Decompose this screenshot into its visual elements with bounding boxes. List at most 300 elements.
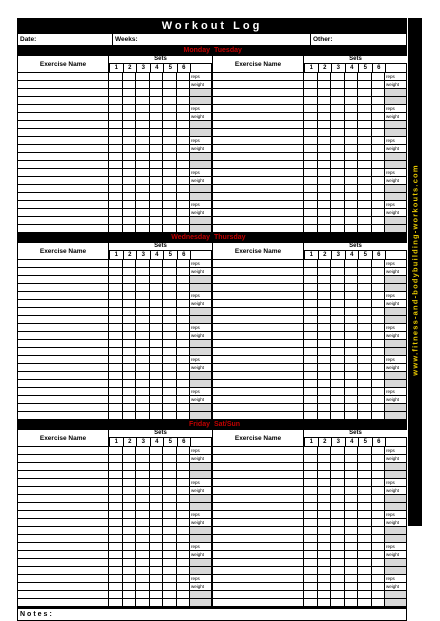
set-cell[interactable] bbox=[304, 145, 318, 152]
set-cell[interactable] bbox=[304, 447, 318, 454]
set-cell[interactable] bbox=[109, 276, 123, 283]
exercise-name-cell[interactable] bbox=[212, 543, 304, 550]
set-cell[interactable] bbox=[136, 348, 150, 355]
exercise-name-cell[interactable] bbox=[17, 447, 109, 454]
set-cell[interactable] bbox=[331, 268, 345, 275]
set-cell[interactable] bbox=[177, 73, 191, 80]
set-cell[interactable] bbox=[136, 193, 150, 200]
set-cell[interactable] bbox=[150, 308, 164, 315]
set-cell[interactable] bbox=[150, 511, 164, 518]
set-cell[interactable] bbox=[318, 599, 332, 606]
set-cell[interactable] bbox=[150, 479, 164, 486]
set-cell[interactable] bbox=[345, 81, 359, 88]
set-cell[interactable] bbox=[177, 583, 191, 590]
exercise-name-cell[interactable] bbox=[17, 511, 109, 518]
weeks-field[interactable]: Weeks: bbox=[113, 34, 311, 45]
set-cell[interactable] bbox=[109, 268, 123, 275]
exercise-name-cell[interactable] bbox=[212, 455, 304, 462]
exercise-name-cell[interactable] bbox=[212, 129, 304, 136]
set-cell[interactable] bbox=[331, 599, 345, 606]
exercise-name-cell[interactable] bbox=[17, 567, 109, 574]
set-cell[interactable] bbox=[304, 316, 318, 323]
set-cell[interactable] bbox=[304, 73, 318, 80]
set-cell[interactable] bbox=[372, 519, 386, 526]
set-cell[interactable] bbox=[177, 153, 191, 160]
set-cell[interactable] bbox=[331, 455, 345, 462]
set-cell[interactable] bbox=[177, 300, 191, 307]
set-cell[interactable] bbox=[304, 487, 318, 494]
set-cell[interactable] bbox=[136, 105, 150, 112]
set-cell[interactable] bbox=[136, 332, 150, 339]
exercise-name-cell[interactable] bbox=[17, 388, 109, 395]
set-cell[interactable] bbox=[150, 372, 164, 379]
set-cell[interactable] bbox=[331, 113, 345, 120]
set-cell[interactable] bbox=[150, 129, 164, 136]
exercise-name-cell[interactable] bbox=[17, 559, 109, 566]
set-cell[interactable] bbox=[109, 284, 123, 291]
set-cell[interactable] bbox=[304, 599, 318, 606]
set-cell[interactable] bbox=[358, 356, 372, 363]
set-cell[interactable] bbox=[372, 300, 386, 307]
exercise-name-cell[interactable] bbox=[17, 169, 109, 176]
set-cell[interactable] bbox=[150, 324, 164, 331]
set-cell[interactable] bbox=[136, 503, 150, 510]
set-cell[interactable] bbox=[345, 575, 359, 582]
set-cell[interactable] bbox=[331, 145, 345, 152]
set-cell[interactable] bbox=[358, 455, 372, 462]
set-cell[interactable] bbox=[177, 519, 191, 526]
set-cell[interactable] bbox=[345, 535, 359, 542]
set-cell[interactable] bbox=[163, 129, 177, 136]
set-cell[interactable] bbox=[318, 447, 332, 454]
set-cell[interactable] bbox=[318, 316, 332, 323]
set-cell[interactable] bbox=[163, 599, 177, 606]
set-cell[interactable] bbox=[177, 455, 191, 462]
set-cell[interactable] bbox=[123, 129, 137, 136]
set-cell[interactable] bbox=[163, 551, 177, 558]
set-cell[interactable] bbox=[318, 177, 332, 184]
set-cell[interactable] bbox=[109, 225, 123, 232]
set-cell[interactable] bbox=[304, 535, 318, 542]
set-cell[interactable] bbox=[304, 551, 318, 558]
exercise-name-cell[interactable] bbox=[17, 153, 109, 160]
set-cell[interactable] bbox=[123, 511, 137, 518]
set-cell[interactable] bbox=[150, 177, 164, 184]
set-cell[interactable] bbox=[136, 340, 150, 347]
set-cell[interactable] bbox=[318, 332, 332, 339]
set-cell[interactable] bbox=[109, 527, 123, 534]
set-cell[interactable] bbox=[372, 201, 386, 208]
set-cell[interactable] bbox=[304, 308, 318, 315]
set-cell[interactable] bbox=[358, 503, 372, 510]
exercise-name-cell[interactable] bbox=[17, 551, 109, 558]
other-field[interactable]: Other: bbox=[313, 36, 333, 43]
set-cell[interactable] bbox=[177, 97, 191, 104]
set-cell[interactable] bbox=[163, 89, 177, 96]
set-cell[interactable] bbox=[345, 292, 359, 299]
set-cell[interactable] bbox=[136, 364, 150, 371]
set-cell[interactable] bbox=[163, 583, 177, 590]
set-cell[interactable] bbox=[177, 161, 191, 168]
exercise-name-cell[interactable] bbox=[212, 161, 304, 168]
set-cell[interactable] bbox=[304, 209, 318, 216]
set-cell[interactable] bbox=[345, 559, 359, 566]
set-cell[interactable] bbox=[318, 495, 332, 502]
set-cell[interactable] bbox=[136, 559, 150, 566]
set-cell[interactable] bbox=[318, 105, 332, 112]
set-cell[interactable] bbox=[150, 455, 164, 462]
set-cell[interactable] bbox=[304, 284, 318, 291]
set-cell[interactable] bbox=[372, 193, 386, 200]
set-cell[interactable] bbox=[345, 169, 359, 176]
set-cell[interactable] bbox=[123, 487, 137, 494]
set-cell[interactable] bbox=[345, 193, 359, 200]
set-cell[interactable] bbox=[304, 225, 318, 232]
set-cell[interactable] bbox=[123, 225, 137, 232]
set-cell[interactable] bbox=[304, 113, 318, 120]
set-cell[interactable] bbox=[318, 161, 332, 168]
set-cell[interactable] bbox=[163, 388, 177, 395]
set-cell[interactable] bbox=[304, 332, 318, 339]
set-cell[interactable] bbox=[345, 471, 359, 478]
set-cell[interactable] bbox=[123, 268, 137, 275]
set-cell[interactable] bbox=[345, 137, 359, 144]
set-cell[interactable] bbox=[304, 193, 318, 200]
set-cell[interactable] bbox=[345, 412, 359, 419]
exercise-name-cell[interactable] bbox=[17, 396, 109, 403]
exercise-name-cell[interactable] bbox=[212, 308, 304, 315]
set-cell[interactable] bbox=[372, 356, 386, 363]
set-cell[interactable] bbox=[163, 225, 177, 232]
set-cell[interactable] bbox=[358, 380, 372, 387]
notes-field[interactable]: Notes: bbox=[17, 607, 407, 621]
set-cell[interactable] bbox=[331, 364, 345, 371]
set-cell[interactable] bbox=[304, 583, 318, 590]
set-cell[interactable] bbox=[304, 161, 318, 168]
set-cell[interactable] bbox=[163, 364, 177, 371]
set-cell[interactable] bbox=[136, 495, 150, 502]
set-cell[interactable] bbox=[358, 268, 372, 275]
exercise-name-cell[interactable] bbox=[212, 519, 304, 526]
set-cell[interactable] bbox=[150, 260, 164, 267]
set-cell[interactable] bbox=[177, 495, 191, 502]
exercise-name-cell[interactable] bbox=[17, 519, 109, 526]
set-cell[interactable] bbox=[358, 447, 372, 454]
set-cell[interactable] bbox=[318, 121, 332, 128]
set-cell[interactable] bbox=[109, 332, 123, 339]
set-cell[interactable] bbox=[163, 495, 177, 502]
set-cell[interactable] bbox=[109, 567, 123, 574]
set-cell[interactable] bbox=[331, 89, 345, 96]
set-cell[interactable] bbox=[331, 356, 345, 363]
set-cell[interactable] bbox=[345, 113, 359, 120]
exercise-name-cell[interactable] bbox=[212, 324, 304, 331]
set-cell[interactable] bbox=[318, 372, 332, 379]
set-cell[interactable] bbox=[136, 599, 150, 606]
exercise-name-cell[interactable] bbox=[212, 412, 304, 419]
set-cell[interactable] bbox=[372, 348, 386, 355]
set-cell[interactable] bbox=[163, 535, 177, 542]
set-cell[interactable] bbox=[177, 599, 191, 606]
set-cell[interactable] bbox=[109, 447, 123, 454]
set-cell[interactable] bbox=[372, 479, 386, 486]
set-cell[interactable] bbox=[109, 129, 123, 136]
set-cell[interactable] bbox=[345, 332, 359, 339]
set-cell[interactable] bbox=[123, 145, 137, 152]
set-cell[interactable] bbox=[304, 201, 318, 208]
exercise-name-cell[interactable] bbox=[17, 527, 109, 534]
set-cell[interactable] bbox=[177, 543, 191, 550]
set-cell[interactable] bbox=[136, 300, 150, 307]
set-cell[interactable] bbox=[331, 463, 345, 470]
set-cell[interactable] bbox=[345, 388, 359, 395]
set-cell[interactable] bbox=[109, 543, 123, 550]
exercise-name-cell[interactable] bbox=[212, 193, 304, 200]
set-cell[interactable] bbox=[136, 372, 150, 379]
set-cell[interactable] bbox=[331, 81, 345, 88]
set-cell[interactable] bbox=[318, 260, 332, 267]
set-cell[interactable] bbox=[318, 583, 332, 590]
exercise-name-cell[interactable] bbox=[212, 201, 304, 208]
set-cell[interactable] bbox=[304, 511, 318, 518]
set-cell[interactable] bbox=[150, 201, 164, 208]
set-cell[interactable] bbox=[109, 113, 123, 120]
exercise-name-cell[interactable] bbox=[212, 97, 304, 104]
set-cell[interactable] bbox=[345, 153, 359, 160]
set-cell[interactable] bbox=[177, 567, 191, 574]
set-cell[interactable] bbox=[177, 324, 191, 331]
set-cell[interactable] bbox=[163, 591, 177, 598]
set-cell[interactable] bbox=[163, 268, 177, 275]
set-cell[interactable] bbox=[345, 503, 359, 510]
exercise-name-cell[interactable] bbox=[212, 599, 304, 606]
set-cell[interactable] bbox=[304, 268, 318, 275]
set-cell[interactable] bbox=[109, 511, 123, 518]
set-cell[interactable] bbox=[331, 193, 345, 200]
set-cell[interactable] bbox=[150, 225, 164, 232]
set-cell[interactable] bbox=[150, 209, 164, 216]
set-cell[interactable] bbox=[331, 527, 345, 534]
set-cell[interactable] bbox=[358, 217, 372, 224]
set-cell[interactable] bbox=[304, 105, 318, 112]
set-cell[interactable] bbox=[123, 455, 137, 462]
set-cell[interactable] bbox=[372, 575, 386, 582]
set-cell[interactable] bbox=[123, 519, 137, 526]
set-cell[interactable] bbox=[358, 404, 372, 411]
set-cell[interactable] bbox=[372, 511, 386, 518]
set-cell[interactable] bbox=[123, 535, 137, 542]
set-cell[interactable] bbox=[109, 583, 123, 590]
set-cell[interactable] bbox=[109, 217, 123, 224]
set-cell[interactable] bbox=[372, 495, 386, 502]
set-cell[interactable] bbox=[150, 276, 164, 283]
set-cell[interactable] bbox=[150, 471, 164, 478]
set-cell[interactable] bbox=[136, 324, 150, 331]
exercise-name-cell[interactable] bbox=[17, 201, 109, 208]
set-cell[interactable] bbox=[109, 535, 123, 542]
set-cell[interactable] bbox=[345, 260, 359, 267]
set-cell[interactable] bbox=[358, 276, 372, 283]
exercise-name-cell[interactable] bbox=[17, 268, 109, 275]
set-cell[interactable] bbox=[358, 551, 372, 558]
set-cell[interactable] bbox=[345, 284, 359, 291]
set-cell[interactable] bbox=[163, 372, 177, 379]
set-cell[interactable] bbox=[304, 388, 318, 395]
exercise-name-cell[interactable] bbox=[17, 177, 109, 184]
set-cell[interactable] bbox=[109, 380, 123, 387]
set-cell[interactable] bbox=[331, 316, 345, 323]
set-cell[interactable] bbox=[123, 463, 137, 470]
set-cell[interactable] bbox=[150, 356, 164, 363]
set-cell[interactable] bbox=[123, 161, 137, 168]
set-cell[interactable] bbox=[304, 185, 318, 192]
set-cell[interactable] bbox=[345, 308, 359, 315]
set-cell[interactable] bbox=[304, 169, 318, 176]
set-cell[interactable] bbox=[136, 268, 150, 275]
set-cell[interactable] bbox=[123, 591, 137, 598]
set-cell[interactable] bbox=[345, 177, 359, 184]
set-cell[interactable] bbox=[372, 396, 386, 403]
set-cell[interactable] bbox=[150, 137, 164, 144]
set-cell[interactable] bbox=[123, 479, 137, 486]
exercise-name-cell[interactable] bbox=[17, 73, 109, 80]
set-cell[interactable] bbox=[345, 145, 359, 152]
set-cell[interactable] bbox=[136, 73, 150, 80]
set-cell[interactable] bbox=[345, 300, 359, 307]
exercise-name-cell[interactable] bbox=[17, 137, 109, 144]
set-cell[interactable] bbox=[109, 479, 123, 486]
set-cell[interactable] bbox=[163, 356, 177, 363]
set-cell[interactable] bbox=[304, 396, 318, 403]
set-cell[interactable] bbox=[345, 129, 359, 136]
set-cell[interactable] bbox=[150, 316, 164, 323]
set-cell[interactable] bbox=[331, 217, 345, 224]
set-cell[interactable] bbox=[177, 284, 191, 291]
set-cell[interactable] bbox=[372, 372, 386, 379]
set-cell[interactable] bbox=[372, 185, 386, 192]
set-cell[interactable] bbox=[150, 73, 164, 80]
exercise-name-cell[interactable] bbox=[17, 129, 109, 136]
set-cell[interactable] bbox=[358, 332, 372, 339]
set-cell[interactable] bbox=[345, 527, 359, 534]
set-cell[interactable] bbox=[177, 217, 191, 224]
set-cell[interactable] bbox=[372, 340, 386, 347]
set-cell[interactable] bbox=[136, 575, 150, 582]
set-cell[interactable] bbox=[304, 372, 318, 379]
set-cell[interactable] bbox=[136, 567, 150, 574]
set-cell[interactable] bbox=[372, 97, 386, 104]
set-cell[interactable] bbox=[150, 89, 164, 96]
set-cell[interactable] bbox=[358, 308, 372, 315]
set-cell[interactable] bbox=[136, 201, 150, 208]
exercise-name-cell[interactable] bbox=[212, 121, 304, 128]
set-cell[interactable] bbox=[372, 89, 386, 96]
set-cell[interactable] bbox=[318, 129, 332, 136]
set-cell[interactable] bbox=[331, 567, 345, 574]
set-cell[interactable] bbox=[358, 201, 372, 208]
set-cell[interactable] bbox=[123, 217, 137, 224]
set-cell[interactable] bbox=[177, 559, 191, 566]
exercise-name-cell[interactable] bbox=[17, 105, 109, 112]
set-cell[interactable] bbox=[372, 177, 386, 184]
set-cell[interactable] bbox=[358, 300, 372, 307]
set-cell[interactable] bbox=[123, 340, 137, 347]
set-cell[interactable] bbox=[163, 519, 177, 526]
set-cell[interactable] bbox=[358, 121, 372, 128]
exercise-name-cell[interactable] bbox=[17, 332, 109, 339]
set-cell[interactable] bbox=[177, 404, 191, 411]
set-cell[interactable] bbox=[304, 455, 318, 462]
set-cell[interactable] bbox=[318, 153, 332, 160]
exercise-name-cell[interactable] bbox=[17, 412, 109, 419]
exercise-name-cell[interactable] bbox=[17, 308, 109, 315]
exercise-name-cell[interactable] bbox=[17, 340, 109, 347]
set-cell[interactable] bbox=[304, 495, 318, 502]
set-cell[interactable] bbox=[136, 487, 150, 494]
exercise-name-cell[interactable] bbox=[17, 503, 109, 510]
set-cell[interactable] bbox=[318, 487, 332, 494]
exercise-name-cell[interactable] bbox=[17, 121, 109, 128]
set-cell[interactable] bbox=[136, 209, 150, 216]
set-cell[interactable] bbox=[150, 404, 164, 411]
set-cell[interactable] bbox=[123, 543, 137, 550]
exercise-name-cell[interactable] bbox=[212, 81, 304, 88]
set-cell[interactable] bbox=[345, 209, 359, 216]
set-cell[interactable] bbox=[109, 396, 123, 403]
set-cell[interactable] bbox=[177, 209, 191, 216]
set-cell[interactable] bbox=[136, 137, 150, 144]
set-cell[interactable] bbox=[345, 447, 359, 454]
exercise-name-cell[interactable] bbox=[212, 404, 304, 411]
set-cell[interactable] bbox=[304, 575, 318, 582]
set-cell[interactable] bbox=[318, 479, 332, 486]
set-cell[interactable] bbox=[163, 543, 177, 550]
set-cell[interactable] bbox=[136, 583, 150, 590]
set-cell[interactable] bbox=[177, 81, 191, 88]
set-cell[interactable] bbox=[150, 364, 164, 371]
set-cell[interactable] bbox=[177, 169, 191, 176]
exercise-name-cell[interactable] bbox=[212, 511, 304, 518]
set-cell[interactable] bbox=[123, 348, 137, 355]
set-cell[interactable] bbox=[304, 348, 318, 355]
exercise-name-cell[interactable] bbox=[212, 300, 304, 307]
exercise-name-cell[interactable] bbox=[212, 495, 304, 502]
set-cell[interactable] bbox=[372, 284, 386, 291]
set-cell[interactable] bbox=[358, 161, 372, 168]
set-cell[interactable] bbox=[331, 201, 345, 208]
set-cell[interactable] bbox=[372, 447, 386, 454]
set-cell[interactable] bbox=[163, 447, 177, 454]
exercise-name-cell[interactable] bbox=[17, 324, 109, 331]
set-cell[interactable] bbox=[331, 575, 345, 582]
set-cell[interactable] bbox=[345, 73, 359, 80]
set-cell[interactable] bbox=[345, 583, 359, 590]
set-cell[interactable] bbox=[123, 260, 137, 267]
set-cell[interactable] bbox=[150, 193, 164, 200]
set-cell[interactable] bbox=[109, 121, 123, 128]
set-cell[interactable] bbox=[123, 81, 137, 88]
set-cell[interactable] bbox=[163, 340, 177, 347]
set-cell[interactable] bbox=[150, 559, 164, 566]
exercise-name-cell[interactable] bbox=[17, 455, 109, 462]
exercise-name-cell[interactable] bbox=[212, 447, 304, 454]
set-cell[interactable] bbox=[109, 137, 123, 144]
set-cell[interactable] bbox=[163, 121, 177, 128]
exercise-name-cell[interactable] bbox=[212, 591, 304, 598]
exercise-name-cell[interactable] bbox=[17, 161, 109, 168]
set-cell[interactable] bbox=[109, 412, 123, 419]
set-cell[interactable] bbox=[318, 300, 332, 307]
